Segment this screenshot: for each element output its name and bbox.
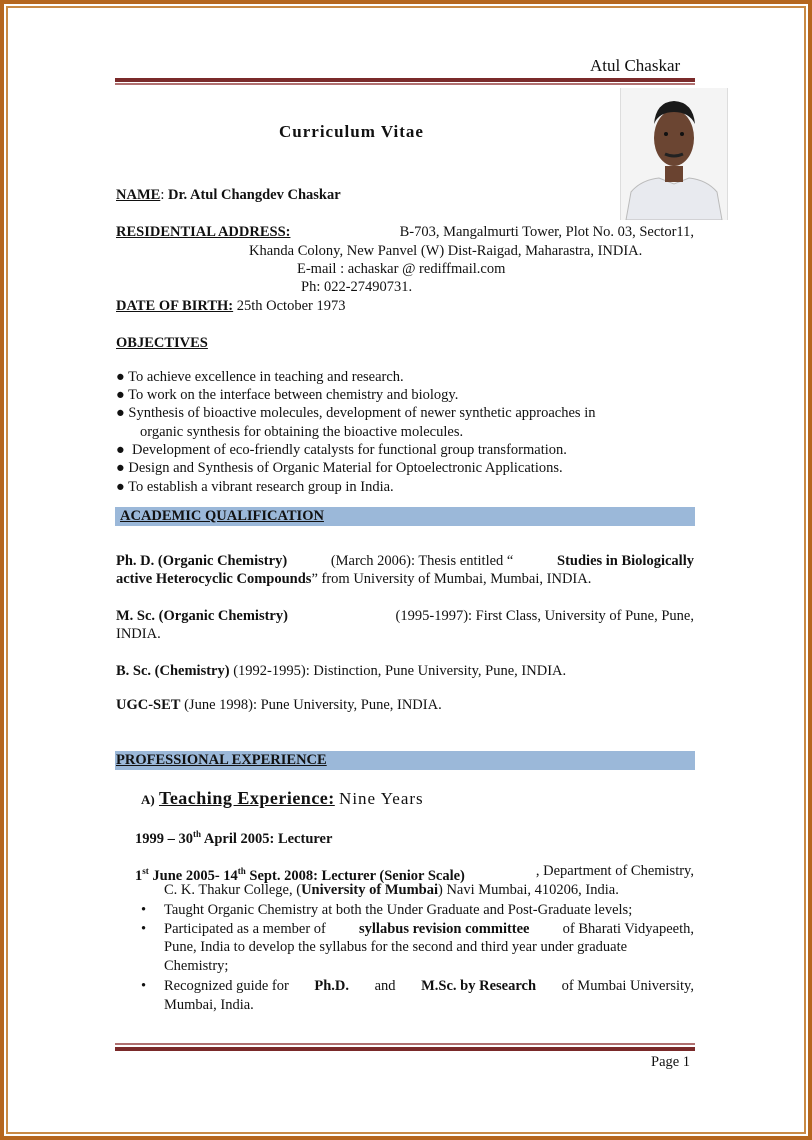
role-1 (135, 825, 332, 848)
objective-text: Design and Synthesis of Organic Material for Optoelectronic Applications. (128, 460, 563, 476)
role-1-sup: th (193, 829, 202, 839)
ugc-line (116, 696, 442, 714)
msc-detail: (1995-1997): First Class, University of Pune, Pune, (395, 608, 694, 624)
phd-date: (March 2006): Thesis entitled “ (330, 553, 514, 569)
experience-heading-band (115, 751, 695, 770)
address-line-2: Khanda Colony, New Panvel (W) Dist-Raigad, Maharastra, INDIA. (249, 243, 643, 259)
msc-line-2: INDIA. (116, 626, 161, 642)
objective-text: Synthesis of bioactive molecules, development of newer synthetic approaches in (128, 405, 596, 421)
role-2-sup1: st (142, 866, 149, 876)
objective-text: Development of eco-friendly catalysts for functional group transformation. (132, 442, 567, 458)
bullet-2-a: Participated as a member of (164, 921, 326, 937)
bullet-3-e: of Mumbai University, (561, 978, 694, 994)
objective-item: ● Synthesis of bioactive molecules, development of newer synthetic approaches in (116, 405, 596, 421)
phd-thesis-part1: Studies in Biologically (557, 553, 694, 569)
bullet-3-line-1 (164, 977, 694, 995)
role-2-location: ) Navi Mumbai, 410206, India. (438, 882, 619, 898)
objective-item: ● To establish a vibrant research group in India. (116, 479, 394, 495)
phd-line-1 (116, 552, 694, 570)
bullet-2-line-1 (164, 920, 694, 938)
person-portrait-icon (621, 88, 727, 220)
document-title: Curriculum Vitae (279, 122, 424, 141)
bullet-3-and: and (374, 978, 396, 994)
bullet-2-line-3: Chemistry; (164, 958, 229, 974)
role-1-rest: April 2005: Lecturer (203, 830, 333, 847)
role-2-mid1: June 2005- 14 (152, 867, 238, 884)
ugc-degree: UGC-SET (116, 697, 181, 713)
role-2-line-2 (164, 881, 619, 899)
msc-line-1 (116, 607, 694, 625)
objective-text: To achieve excellence in teaching and research. (128, 369, 404, 385)
bsc-line (116, 662, 566, 680)
objectives-heading: OBJECTIVES (116, 335, 208, 351)
dob-value: 25th October 1973 (236, 298, 346, 314)
phd-line-2 (116, 570, 591, 588)
bullet-dot: • (141, 902, 147, 918)
ugc-detail: (June 1998): Pune University, Pune, INDIA. (184, 697, 442, 713)
bsc-degree: B. Sc. (Chemistry) (116, 663, 230, 679)
teaching-label: Teaching Experience: (158, 788, 335, 808)
objective-text: To work on the interface between chemistry and biology. (128, 387, 459, 403)
header-rule-thin (115, 83, 695, 85)
phone: Ph: 022-27490731. (301, 279, 413, 295)
objective-text: To establish a vibrant research group in India. (128, 479, 394, 495)
header-rule (115, 78, 695, 82)
phd-thesis-part2: active Heterocyclic Compounds (116, 571, 312, 587)
objective-item: ● Development of eco-friendly catalysts for functional group transformation. (116, 442, 567, 458)
bullet-dot: • (141, 921, 147, 937)
name-value: Dr. Atul Changdev Chaskar (167, 187, 341, 203)
bullet-3-msc: M.Sc. by Research (421, 978, 537, 994)
address-line-1 (116, 223, 694, 241)
teaching-prefix: A) (141, 792, 155, 807)
objective-item: ● Design and Synthesis of Organic Material for Optoelectronic Applications. (116, 460, 563, 476)
academic-heading: ACADEMIC QUALIFICATION (120, 508, 324, 524)
bullet-3-a: Recognized guide for (164, 978, 289, 994)
name-row: NAME: Dr. Atul Changdev Chaskar (116, 187, 341, 203)
role-2-n1: 1 (135, 867, 143, 884)
role-2-dept: , Department of Chemistry, (535, 863, 694, 879)
bullet-1: Taught Organic Chemistry at both the Under Graduate and Post-Graduate levels; (164, 902, 633, 918)
name-label: NAME (116, 187, 161, 203)
page-number: Page 1 (651, 1054, 691, 1070)
address-label: RESIDENTIAL ADDRESS: (116, 224, 291, 240)
msc-degree: M. Sc. (Organic Chemistry) (116, 608, 288, 624)
bsc-detail: (1992-1995): Distinction, Pune University, Pune, INDIA. (233, 663, 567, 679)
profile-photo (620, 88, 728, 220)
header-author-name: Atul Chaskar (590, 56, 681, 75)
bullet-3-line-2: Mumbai, India. (164, 997, 254, 1013)
role-2-sup2: th (237, 866, 246, 876)
footer-rule-thin (115, 1043, 695, 1045)
objective-item: ● To work on the interface between chemistry and biology. (116, 387, 459, 403)
email: E-mail : achaskar @ rediffmail.com (297, 261, 506, 277)
academic-heading-band (115, 507, 695, 526)
phd-degree: Ph. D. (Organic Chemistry) (116, 553, 288, 569)
dob-label: DATE OF BIRTH: (116, 298, 234, 314)
role-2-college: C. K. Thakur College, ( (164, 882, 302, 898)
role-2-mid2: Sept. 2008: Lecturer (Senior Scale) (249, 867, 465, 884)
footer-rule (115, 1047, 695, 1051)
bullet-3-phd: Ph.D. (314, 978, 350, 994)
phd-rest: ” from University of Mumbai, Mumbai, INDIA. (311, 571, 592, 587)
objective-item-continued: organic synthesis for obtaining the bioactive molecules. (140, 424, 464, 440)
role-1-start: 1999 – 30 (135, 830, 193, 847)
experience-heading: PROFESSIONAL EXPERIENCE (116, 752, 327, 768)
teaching-experience-row (141, 788, 424, 809)
dob-row (116, 297, 345, 315)
objective-item: ● To achieve excellence in teaching and research. (116, 369, 404, 385)
bullet-2-line-2: Pune, India to develop the syllabus for the second and third year under graduate (164, 939, 628, 955)
role-2-university: University of Mumbai (301, 882, 438, 898)
teaching-duration: Nine Years (339, 789, 424, 808)
address-line1: B-703, Mangalmurti Tower, Plot No. 03, Sector11, (399, 224, 694, 240)
bullet-2-c: of Bharati Vidyapeeth, (562, 921, 694, 937)
bullet-dot: • (141, 978, 147, 994)
bullet-2-committee: syllabus revision committee (359, 921, 530, 937)
